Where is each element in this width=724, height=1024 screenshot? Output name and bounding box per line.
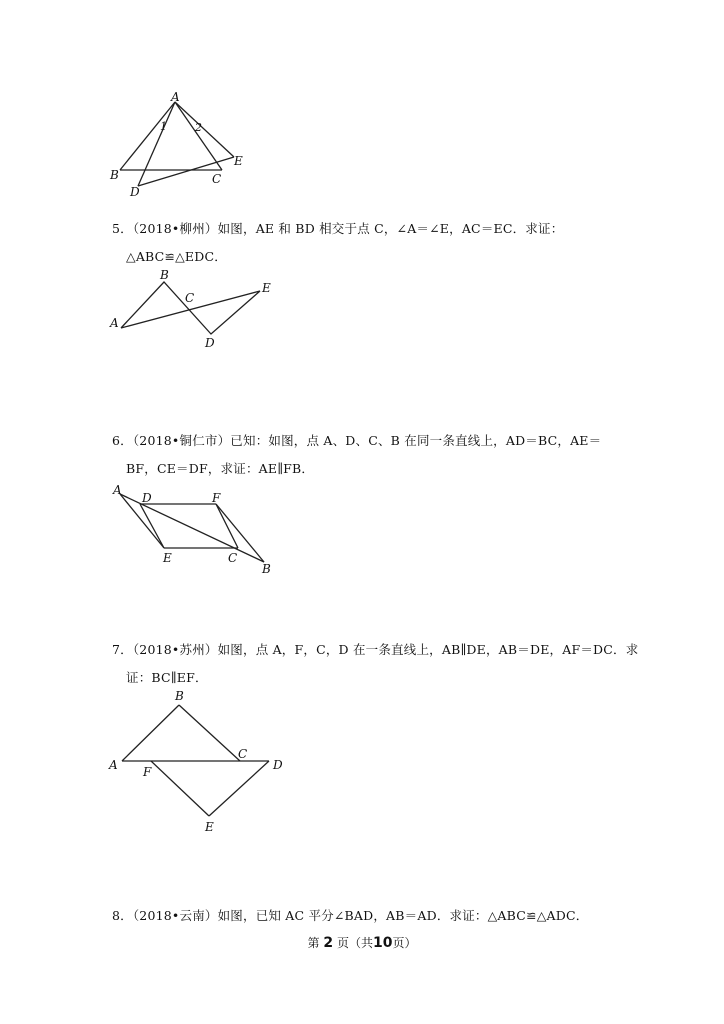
- segment-bc: [179, 705, 240, 761]
- figure-problem-4: [100, 90, 260, 200]
- problem-5-text: 如图，AE 和 BD 相交于点 C，∠A＝∠E，AC＝EC．求证：: [217, 221, 564, 236]
- footer-prefix: 第: [307, 936, 320, 950]
- fig5-label-a: A: [110, 316, 119, 330]
- problem-6-line2: [126, 459, 314, 477]
- footer-suffix: 页）: [392, 936, 417, 950]
- problem-6-text: 已知：如图，点 A、D、C、B 在同一条直线上，AD＝BC，AE＝: [230, 433, 602, 448]
- problem-7-line1: [112, 640, 638, 658]
- problem-5-text-2: △ABC≌△EDC．: [126, 249, 227, 264]
- fig4-label-e: E: [234, 154, 243, 168]
- fig6-label-f: F: [212, 491, 221, 505]
- fig6-label-c: C: [228, 551, 238, 565]
- fig4-label-d: D: [130, 185, 140, 199]
- page-footer: [0, 934, 724, 951]
- figure-problem-5: [105, 270, 290, 355]
- problem-7-text: 如图，点 A，F，C，D 在一条直线上，AB∥DE，AB＝DE，AF＝DC．求: [217, 642, 639, 657]
- figure-4-svg: [100, 90, 260, 200]
- problem-6-text-2: BF，CE＝DF，求证：AE∥FB．: [126, 461, 315, 476]
- problem-8-line1: [112, 906, 588, 924]
- problem-7-line2: [126, 668, 208, 686]
- segment-fe: [151, 761, 209, 816]
- problem-5-line1: [112, 219, 563, 237]
- fig7-label-c: C: [238, 747, 248, 761]
- problem-6-number: 6．: [112, 433, 133, 448]
- fig4-label-angle2: 2: [195, 121, 202, 134]
- footer-total-pages: 10: [372, 935, 393, 951]
- fig7-label-e: E: [205, 820, 214, 834]
- fig6-label-a: A: [113, 483, 122, 497]
- problem-7-source: （2018•苏州）: [132, 642, 218, 657]
- figure-problem-6: [108, 480, 288, 580]
- footer-page-number: 2: [323, 935, 334, 951]
- fig5-label-c: C: [185, 291, 195, 305]
- fig4-label-c: C: [212, 172, 222, 186]
- problem-6-line1: [112, 431, 601, 449]
- problem-8-number: 8．: [112, 908, 133, 923]
- problem-7-text-2: 证：BC∥EF．: [126, 670, 208, 685]
- figure-problem-7: [105, 688, 295, 838]
- fig7-label-f: F: [143, 765, 152, 779]
- problem-6-source: （2018•铜仁市）: [132, 433, 231, 448]
- segment-ed: [209, 761, 269, 816]
- problem-5-source: （2018•柳州）: [132, 221, 218, 236]
- problem-5-number: 5．: [112, 221, 133, 236]
- fig7-label-a: A: [109, 758, 118, 772]
- fig6-label-b: B: [262, 562, 271, 576]
- figure-5-path: [121, 282, 260, 334]
- fig5-label-e: E: [262, 281, 271, 295]
- fig4-label-a: A: [171, 90, 180, 104]
- problem-8-source: （2018•云南）: [132, 908, 218, 923]
- fig6-label-e: E: [163, 551, 172, 565]
- problem-5-line2: [126, 247, 227, 265]
- segment-fb: [216, 504, 264, 562]
- fig6-label-d: D: [142, 491, 152, 505]
- segment-ae: [175, 102, 234, 157]
- segment-ab: [122, 705, 179, 761]
- problem-7-number: 7．: [112, 642, 133, 657]
- figure-7-svg: [105, 688, 295, 838]
- problem-8-text: 如图，已知 AC 平分∠BAD，AB＝AD．求证：△ABC≌△ADC．: [217, 908, 589, 923]
- figure-6-svg: [108, 480, 288, 580]
- footer-middle: 页（共: [336, 936, 373, 950]
- figure-5-svg: [105, 270, 290, 355]
- fig5-label-b: B: [160, 268, 169, 282]
- segment-ac: [175, 102, 222, 170]
- segment-de: [140, 504, 164, 548]
- fig5-label-d: D: [205, 336, 215, 350]
- segment-ad: [138, 102, 175, 186]
- fig4-label-b: B: [110, 168, 119, 182]
- fig7-label-d: D: [273, 758, 283, 772]
- fig4-label-angle1: 1: [160, 120, 167, 133]
- segment-ab: [120, 102, 175, 170]
- fig7-label-b: B: [175, 689, 184, 703]
